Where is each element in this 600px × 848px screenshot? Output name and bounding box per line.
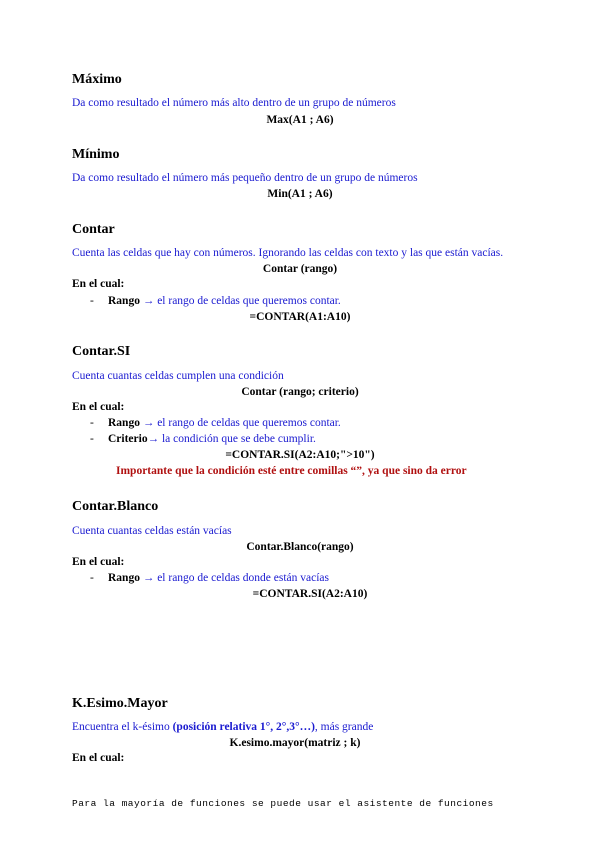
section-title-contar-blanco: Contar.Blanco — [72, 499, 159, 514]
example-contar: =CONTAR(A1:A10) — [249, 311, 351, 323]
bullet-dash: - — [90, 295, 94, 307]
bullet-term: Rango — [108, 572, 140, 584]
bullet-item-rango-contar — [90, 295, 341, 307]
label-en-el-cual-contar: En el cual: — [72, 278, 125, 290]
label-en-el-cual-contar-blanco: En el cual: — [72, 556, 125, 568]
bullet-item-rango-contar-blanco — [90, 572, 329, 584]
bullet-dash: - — [90, 417, 94, 429]
description-emphasis: (posición relativa 1°, 2°,3°…) — [172, 721, 315, 733]
bullet-text: el rango de celdas que queremos contar. — [157, 417, 341, 429]
syntax-contar: Contar (rango) — [262, 263, 338, 275]
syntax-contar-blanco: Contar.Blanco(rango) — [246, 541, 354, 553]
example-contar-blanco: =CONTAR.SI(A2:A10) — [252, 588, 368, 600]
bullet-text: la condición que se debe cumplir. — [161, 433, 316, 445]
bullet-text: el rango de celdas donde están vacías — [157, 572, 329, 584]
bullet-arrow: → — [147, 433, 162, 445]
description-contar-si: Cuenta cuantas celdas cumplen una condición — [72, 370, 284, 382]
syntax-k-esimo-mayor: K.esimo.mayor(matriz ; k) — [229, 737, 361, 749]
description-part: Encuentra el k-ésimo — [72, 721, 173, 733]
bullet-dash: - — [90, 433, 94, 445]
description-k-esimo-mayor — [72, 721, 373, 733]
description-minimo: Da como resultado el número más pequeño dentro de un grupo de números — [72, 172, 418, 184]
syntax-contar-si: Contar (rango; criterio) — [241, 386, 359, 398]
section-title-k-esimo-mayor: K.Esimo.Mayor — [72, 696, 168, 711]
example-contar-si: =CONTAR.SI(A2:A10;">10") — [225, 449, 375, 461]
label-en-el-cual-contar-si: En el cual: — [72, 401, 125, 413]
bullet-term: Criterio — [108, 433, 148, 445]
bullet-term: Rango — [108, 295, 140, 307]
description-contar-blanco: Cuenta cuantas celdas están vacías — [72, 525, 232, 537]
bullet-arrow: → — [139, 295, 158, 307]
section-title-contar: Contar — [72, 222, 115, 237]
bullet-dash: - — [90, 572, 94, 584]
description-contar: Cuenta las celdas que hay con números. Ignorando las celdas con texto y las que están vacías. — [72, 247, 504, 259]
description-maximo: Da como resultado el número más alto dentro de un grupo de números — [72, 97, 396, 109]
bullet-item-rango-contar-si — [90, 417, 341, 429]
formula-maximo: Max(A1 ; A6) — [266, 114, 334, 126]
bullet-term: Rango — [108, 417, 140, 429]
warning-note: Importante que la condición esté entre comillas “”, ya que sino da error — [116, 465, 467, 477]
bullet-item-criterio-contar-si — [90, 433, 316, 445]
section-title-contar-si: Contar.SI — [72, 344, 131, 359]
footer-note: Para la mayoría de funciones se puede usar el asistente de funciones — [72, 798, 494, 809]
bullet-arrow: → — [139, 572, 158, 584]
label-en-el-cual-k-esimo: En el cual: — [72, 752, 125, 764]
description-part: , más grande — [314, 721, 374, 733]
section-title-maximo: Máximo — [72, 72, 122, 87]
bullet-arrow: → — [139, 417, 158, 429]
formula-minimo: Min(A1 ; A6) — [267, 188, 333, 200]
bullet-text: el rango de celdas que queremos contar. — [157, 295, 341, 307]
section-title-minimo: Mínimo — [72, 147, 120, 162]
